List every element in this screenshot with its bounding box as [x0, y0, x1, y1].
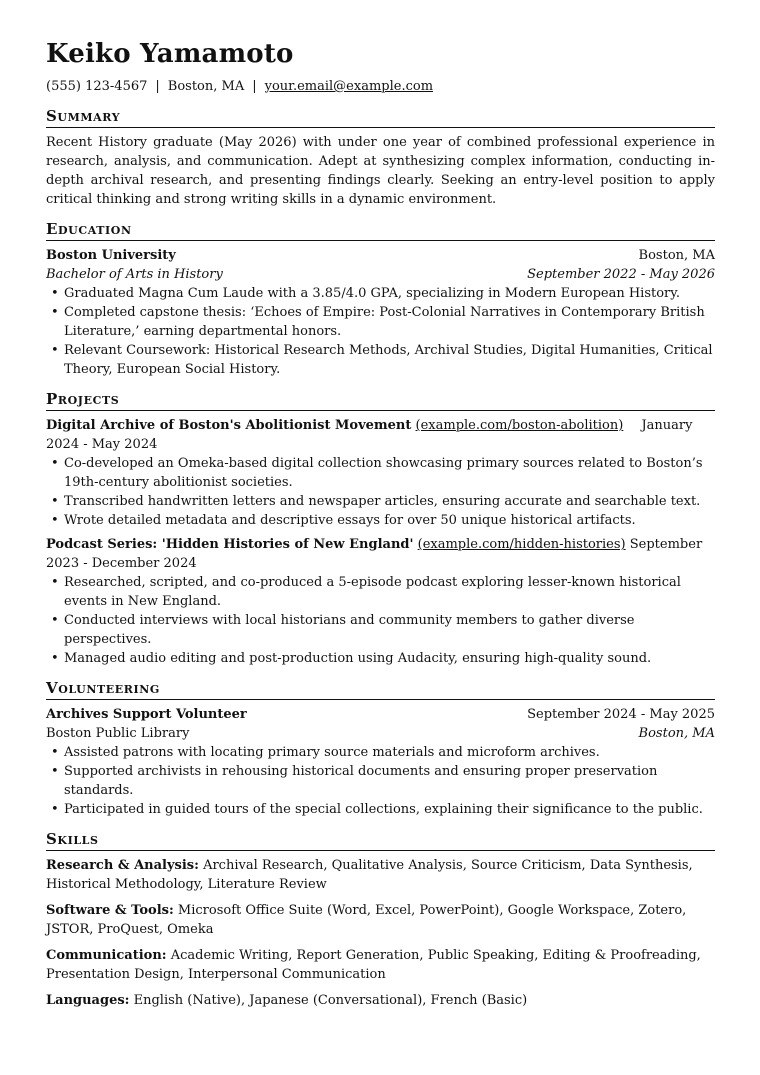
skill-line [46, 856, 715, 894]
education-bullets [46, 284, 715, 379]
summary-section [46, 106, 715, 209]
list-item: • Co-developed an Omeka-based digital collection showcasing primary sources related to Boston’s 19th-century abolitionist societies. [64, 454, 715, 492]
list-item: • Relevant Coursework: Historical Research Methods, Archival Studies, Digital Humanities, Critical Theory, European Social History. [64, 341, 715, 379]
email-link[interactable]: your.email@example.com [264, 79, 434, 94]
list-item: • Researched, scripted, and co-produced a 5-episode podcast exploring lesser-known historical events in New England. [64, 573, 715, 611]
separator: | [155, 79, 160, 94]
volunteer-org: Boston Public Library [46, 726, 190, 741]
project-dates: January 2024 - May 2024 [46, 418, 693, 452]
volunteer-role: Archives Support Volunteer [46, 707, 247, 722]
degree: Bachelor of Arts in History [46, 267, 223, 282]
list-item: • Wrote detailed metadata and descriptive essays for over 50 unique historical artifacts. [64, 511, 715, 530]
project-link[interactable]: (example.com/boston-abolition) [415, 418, 624, 433]
contact-line [46, 78, 715, 96]
location: Boston, MA [167, 79, 245, 94]
project-name: Podcast Series: 'Hidden Histories of New England' [46, 537, 414, 552]
phone-number: (555) 123-4567 [46, 79, 148, 94]
section-title: Summary [46, 106, 715, 128]
list-item: • Supported archivists in rehousing historical documents and ensuring proper preservation standards. [64, 762, 715, 800]
section-title: Education [46, 219, 715, 241]
project-dates: September 2023 - December 2024 [46, 537, 703, 571]
list-item: • Assisted patrons with locating primary source materials and microform archives. [64, 743, 715, 762]
skill-value: Microsoft Office Suite (Word, Excel, PowerPoint), Google Workspace, Zotero, JSTOR, ProQuest, Omeka [46, 903, 687, 937]
project-item [46, 416, 715, 530]
degree-row [46, 265, 715, 284]
education-section [46, 219, 715, 379]
skill-label: Software & Tools: [46, 903, 174, 918]
education-dates: September 2022 - May 2026 [527, 267, 715, 282]
volunteering-section [46, 678, 715, 819]
skill-value: Academic Writing, Report Generation, Public Speaking, Editing & Proofreading, Presentation Design, Interpersonal Communication [46, 948, 701, 982]
section-title: Volunteering [46, 678, 715, 700]
separator: | [252, 79, 257, 94]
projects-section [46, 389, 715, 668]
volunteer-location: Boston, MA [638, 726, 715, 741]
section-title: Projects [46, 389, 715, 411]
list-item: • Transcribed handwritten letters and newspaper articles, ensuring accurate and searchable text. [64, 492, 715, 511]
volunteer-header-row [46, 705, 715, 724]
project-bullets [46, 573, 715, 668]
skill-label: Communication: [46, 948, 167, 963]
project-name: Digital Archive of Boston's Abolitionist Movement [46, 418, 412, 433]
list-item: • Participated in guided tours of the special collections, explaining their significance to the public. [64, 800, 715, 819]
skill-label: Research & Analysis: [46, 858, 199, 873]
candidate-name: Keiko Yamamoto [46, 39, 294, 69]
school-name: Boston University [46, 248, 176, 263]
project-link[interactable]: (example.com/hidden-histories) [417, 537, 626, 552]
skill-line [46, 946, 715, 984]
volunteer-org-row [46, 724, 715, 743]
list-item: • Completed capstone thesis: ‘Echoes of Empire: Post-Colonial Narratives in Contemporary British Literature,’ earning departmental honors. [64, 303, 715, 341]
list-item: • Conducted interviews with local historians and community members to gather diverse perspectives. [64, 611, 715, 649]
volunteer-bullets [46, 743, 715, 819]
summary-text: Recent History graduate (May 2026) with under one year of combined professional experience in research, analysis, and communication. Adept at synthesizing complex information, conducting in-depth archival research, and presenting findings clearly. Seeking an entry-level position to apply critical thinking and strong writing skills in a dynamic environment. [46, 135, 715, 207]
skill-line [46, 901, 715, 939]
list-item: • Graduated Magna Cum Laude with a 3.85/4.0 GPA, specializing in Modern European History. [64, 284, 715, 303]
skill-line [46, 991, 715, 1010]
education-header-row [46, 246, 715, 265]
project-header [46, 535, 715, 573]
volunteer-dates: September 2024 - May 2025 [527, 707, 715, 722]
project-bullets [46, 454, 715, 530]
skills-section [46, 829, 715, 1010]
skill-value: Archival Research, Qualitative Analysis, Source Criticism, Data Synthesis, Historical Methodology, Literature Review [46, 858, 693, 892]
project-item [46, 535, 715, 668]
section-title: Skills [46, 829, 715, 851]
skill-value: English (Native), Japanese (Conversational), French (Basic) [133, 993, 528, 1008]
list-item: • Managed audio editing and post-production using Audacity, ensuring high-quality sound. [64, 649, 715, 668]
project-header [46, 416, 715, 454]
skill-label: Languages: [46, 993, 130, 1008]
school-location: Boston, MA [638, 248, 715, 263]
